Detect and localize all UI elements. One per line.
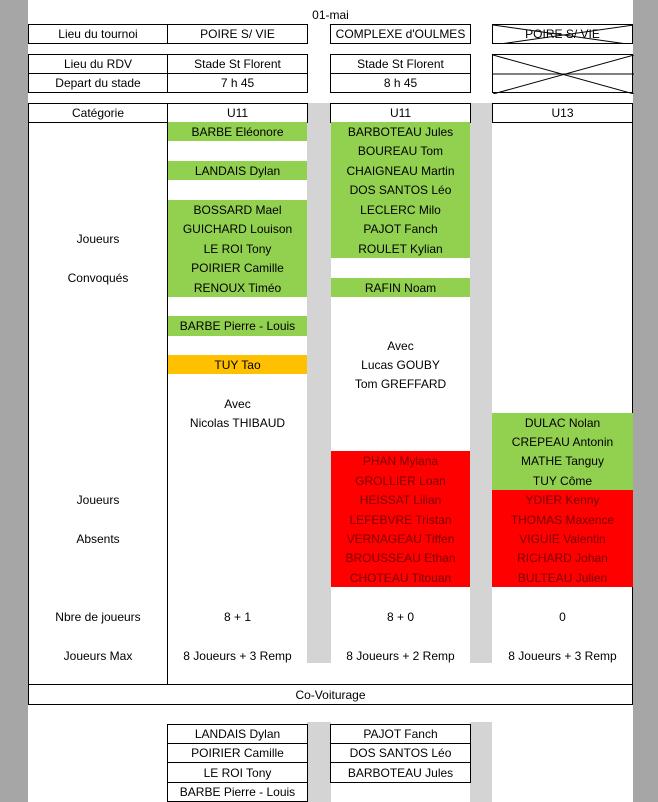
col2-player: CHAIGNEAU Martin bbox=[331, 161, 470, 180]
col1-player: POIRIER Camille bbox=[168, 258, 307, 278]
label-lieu-rdv: Lieu du RDV bbox=[28, 54, 168, 74]
col3-categorie: U13 bbox=[492, 103, 633, 123]
label-joueurs-absents-1: Joueurs bbox=[76, 492, 120, 507]
col2-absent: PHAN Mylana bbox=[331, 451, 470, 471]
col3-absent: VIGUIE Valentin bbox=[492, 529, 633, 548]
col2-tournoi: COMPLEXE d'OULMES bbox=[330, 24, 471, 44]
covoit-col1-item: LE ROI Tony bbox=[167, 762, 308, 783]
col1-player: BOSSARD Mael bbox=[168, 200, 307, 219]
col1-avec: Avec bbox=[224, 396, 251, 411]
cross-icon bbox=[493, 55, 634, 94]
col3-rdv-depart-crossed bbox=[492, 54, 633, 93]
col1-player: GUICHARD Louison bbox=[168, 219, 307, 239]
label-joueurs-max: Joueurs Max bbox=[63, 648, 133, 663]
col2-avec-name: Lucas GOUBY bbox=[361, 357, 440, 372]
col3-absent: RICHARD Johan bbox=[492, 548, 633, 568]
col3-absent: BULTEAU Julien bbox=[492, 568, 633, 587]
col2-depart: 8 h 45 bbox=[330, 73, 471, 93]
col1-nbre: 8 + 1 bbox=[223, 609, 252, 624]
date-header: 01-mai bbox=[312, 7, 349, 22]
col3-max: 8 Joueurs + 3 Remp bbox=[508, 648, 617, 663]
col2-player: LECLERC Milo bbox=[331, 200, 470, 219]
covoit-col2-item: PAJOT Fanch bbox=[330, 724, 471, 744]
col2-absent: GROLLIER Loan bbox=[331, 471, 470, 490]
col2-player: ROULET Kylian bbox=[331, 239, 470, 258]
col2-absent: LEFEBVRE Tristan bbox=[331, 510, 470, 529]
col1-avec-name: Nicolas THIBAUD bbox=[189, 415, 286, 430]
separator-column-covoit-1 bbox=[307, 722, 331, 802]
label-joueurs-convoques-2: Convoqués bbox=[67, 270, 129, 285]
label-lieu-tournoi: Lieu du tournoi bbox=[28, 24, 168, 44]
left-margin-bar bbox=[0, 0, 28, 802]
col2-player: BARBOTEAU Jules bbox=[331, 122, 470, 141]
col3-player: CREPEAU Antonin bbox=[492, 432, 633, 451]
label-joueurs-convoques-1: Joueurs bbox=[76, 231, 120, 246]
label-nbre-joueurs: Nbre de joueurs bbox=[55, 609, 141, 624]
label-depart: Depart du stade bbox=[28, 73, 168, 93]
covoit-col1-item: BARBE Pierre - Louis bbox=[167, 782, 308, 802]
col1-depart: 7 h 45 bbox=[167, 73, 308, 93]
right-margin-bar bbox=[633, 0, 658, 802]
separator-column-covoit-2 bbox=[470, 722, 492, 802]
col3-player: TUY Côme bbox=[492, 471, 633, 490]
col1-player: BARBE Eléonore bbox=[168, 122, 307, 141]
col1-player: BARBE Pierre - Louis bbox=[168, 316, 307, 336]
col2-player: RAFIN Noam bbox=[331, 278, 470, 297]
col1-player: LE ROI Tony bbox=[168, 239, 307, 258]
col3-nbre: 0 bbox=[559, 609, 566, 624]
col3-player: MATHE Tanguy bbox=[492, 451, 633, 471]
col2-categorie: U11 bbox=[330, 103, 471, 123]
col3-tournoi-crossed bbox=[492, 24, 633, 44]
covoit-col2-item: BARBOTEAU Jules bbox=[330, 762, 471, 783]
col2-absent: CHOTEAU Titouan bbox=[331, 568, 470, 587]
col1-tournoi: POIRE S/ VIE bbox=[167, 24, 308, 44]
col2-absent: BROUSSEAU Ethan bbox=[331, 548, 470, 568]
col2-spacer-white bbox=[331, 258, 470, 278]
col3-absent: YDIER Kenny bbox=[492, 490, 633, 510]
col3-tournoi: POIRE S/ VIE bbox=[525, 27, 600, 41]
col1-max: 8 Joueurs + 3 Remp bbox=[183, 648, 292, 663]
covoit-col1-item: POIRIER Camille bbox=[167, 743, 308, 763]
label-joueurs-absents-2: Absents bbox=[76, 531, 120, 546]
col3-absent: THOMAS Maxence bbox=[492, 510, 633, 529]
covoit-col2-item: DOS SANTOS Léo bbox=[330, 743, 471, 763]
col1-rdv: Stade St Florent bbox=[167, 54, 308, 74]
col2-absent: VERNAGEAU Tiffen bbox=[331, 529, 470, 548]
col2-player: PAJOT Fanch bbox=[331, 219, 470, 239]
col2-avec-name: Tom GREFFARD bbox=[354, 377, 447, 391]
col1-player-orange: TUY Tao bbox=[168, 355, 307, 374]
col1-player: RENOUX Timéo bbox=[168, 278, 307, 297]
col2-absent: HEISSAT Lilian bbox=[331, 490, 470, 510]
col2-avec: Avec bbox=[387, 338, 414, 353]
col2-player: BOUREAU Tom bbox=[331, 141, 470, 161]
col1-categorie: U11 bbox=[167, 103, 308, 123]
col2-max: 8 Joueurs + 2 Remp bbox=[346, 648, 455, 663]
col2-player: DOS SANTOS Léo bbox=[331, 180, 470, 200]
col1-player: LANDAIS Dylan bbox=[168, 161, 307, 180]
col2-rdv: Stade St Florent bbox=[330, 54, 471, 74]
col3-player: DULAC Nolan bbox=[492, 413, 633, 432]
covoit-col1-item: LANDAIS Dylan bbox=[167, 724, 308, 744]
col2-nbre: 8 + 0 bbox=[386, 609, 415, 624]
label-categorie: Catégorie bbox=[28, 103, 168, 123]
covoiturage-title: Co-Voiturage bbox=[28, 684, 633, 705]
